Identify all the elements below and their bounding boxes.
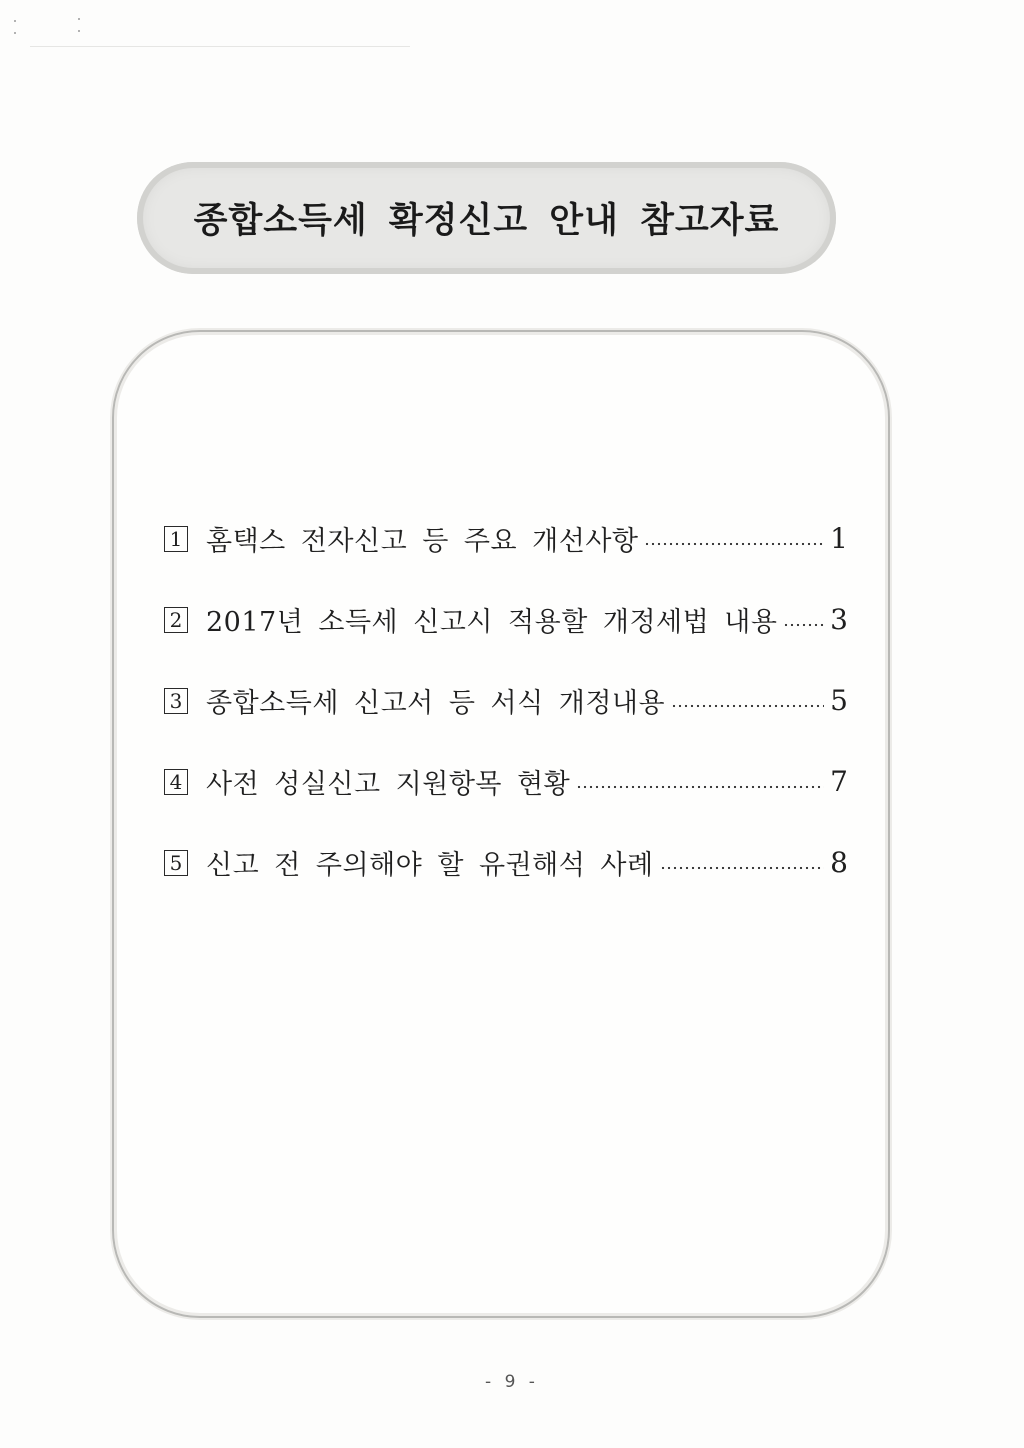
dot-leader	[671, 704, 824, 708]
toc-item-page: 5	[830, 684, 848, 717]
document-title: 종합소득세 확정신고 안내 참고자료	[193, 201, 780, 241]
toc-item[interactable]	[164, 678, 848, 723]
scan-artifact-line	[30, 46, 410, 47]
toc-item-page: 7	[830, 765, 848, 798]
toc-item-page: 3	[830, 603, 848, 636]
toc-item-title: 사전 성실신고 지원항목 현황	[206, 769, 571, 800]
toc-item[interactable]	[164, 597, 848, 642]
dot-leader	[660, 866, 825, 870]
table-of-contents	[164, 516, 848, 921]
dot-leader	[576, 785, 824, 789]
toc-item-title: 홈택스 전자신고 등 주요 개선사항	[206, 526, 639, 557]
toc-item-title: 종합소득세 신고서 등 서식 개정내용	[206, 688, 666, 719]
toc-item[interactable]	[164, 840, 848, 885]
dot-leader	[644, 542, 824, 546]
toc-item-number: 3	[164, 688, 188, 714]
toc-item-number: 2	[164, 607, 188, 633]
dot-leader	[783, 623, 824, 627]
toc-item-title: 2017년 소득세 신고시 적용할 개정세법 내용	[206, 607, 778, 638]
toc-item-title: 신고 전 주의해야 할 유권해석 사례	[206, 850, 654, 881]
page-number: - 9 -	[485, 1372, 539, 1392]
toc-item[interactable]	[164, 759, 848, 804]
toc-item[interactable]	[164, 516, 848, 561]
title-banner	[137, 162, 836, 274]
toc-item-number: 5	[164, 850, 188, 876]
toc-item-number: 1	[164, 526, 188, 552]
toc-item-page: 8	[830, 846, 848, 879]
toc-item-number: 4	[164, 769, 188, 795]
toc-item-page: 1	[830, 522, 848, 555]
scan-artifact-marks	[8, 14, 98, 44]
